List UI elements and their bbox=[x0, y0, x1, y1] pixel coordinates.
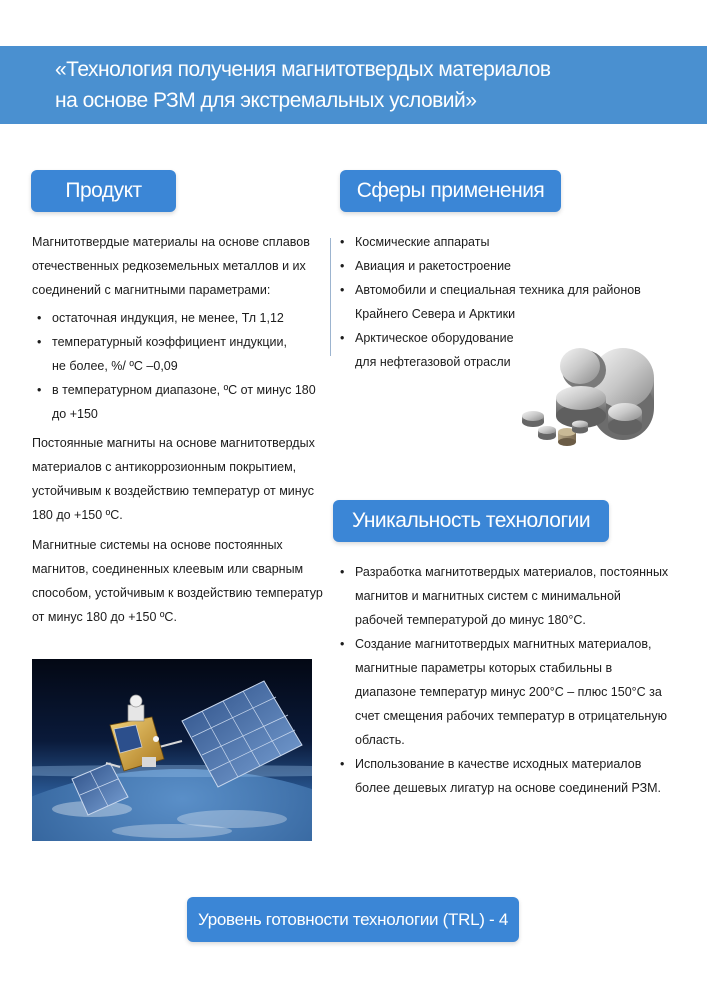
product-intro bbox=[32, 230, 310, 302]
list-item-line: • Космические аппараты bbox=[355, 235, 490, 249]
product-intro-line: Магнитотвердые материалы на основе сплавов bbox=[32, 235, 310, 249]
list-item-line: диапазоне температур минус 200°С – плюс 150°С за bbox=[355, 685, 662, 699]
list-item-line: магнитов и магнитных систем с минимальной bbox=[355, 589, 621, 603]
page-title-line-1: «Технология получения магнитотвердых материалов bbox=[55, 58, 551, 81]
uniqueness-list bbox=[335, 560, 668, 800]
list-item-line: • в температурном диапазоне, ºС от минус 180 bbox=[52, 383, 316, 397]
list-item-line: магнитные параметры которых стабильны в bbox=[355, 661, 613, 675]
paragraph-line: магнитов, соединенных клеевым или сварным bbox=[32, 562, 304, 576]
magnets-photo bbox=[510, 340, 670, 460]
list-item bbox=[32, 330, 316, 378]
applications-divider bbox=[330, 238, 331, 356]
list-item-line: • Использование в качестве исходных материалов bbox=[355, 757, 642, 771]
trl-badge: Уровень готовности технологии (TRL) - 4 bbox=[187, 897, 519, 942]
list-item-line: • Авиация и ракетостроение bbox=[355, 259, 512, 273]
list-item-line: • Арктическое оборудование bbox=[355, 331, 514, 345]
product-intro-line: отечественных редкоземельных металлов и их bbox=[32, 259, 306, 273]
list-item-line: • остаточная индукция, не менее, Тл 1,12 bbox=[52, 311, 284, 325]
list-item bbox=[335, 230, 641, 254]
list-item-line: • температурный коэффициент индукции, bbox=[52, 335, 287, 349]
list-item bbox=[32, 378, 316, 426]
paragraph-line: 180 до +150 ºС. bbox=[32, 508, 123, 522]
list-item-line: до +150 bbox=[52, 407, 98, 421]
product-paragraph-magnets bbox=[32, 431, 315, 527]
page-title-line-2: на основе РЗМ для экстремальных условий» bbox=[55, 89, 477, 112]
paragraph-line: устойчивым к воздействию температур от минус bbox=[32, 484, 315, 498]
list-item-line: Крайнего Севера и Арктики bbox=[355, 307, 516, 321]
list-item-line: рабочей температурой до минус 180°С. bbox=[355, 613, 586, 627]
list-item bbox=[335, 752, 668, 800]
list-item-line: не более, %/ ºС –0,09 bbox=[52, 359, 178, 373]
paragraph-line: от минус 180 до +150 ºС. bbox=[32, 610, 177, 624]
list-item bbox=[335, 560, 668, 632]
list-item-line: • Разработка магнитотвердых материалов, постоянных bbox=[355, 565, 669, 579]
paragraph-line: способом, устойчивым к воздействию температур bbox=[32, 586, 323, 600]
paragraph-line: материалов с антикоррозионным покрытием, bbox=[32, 460, 297, 474]
list-item bbox=[32, 306, 316, 330]
satellite-photo bbox=[32, 659, 312, 841]
list-item-line: для нефтегазовой отрасли bbox=[355, 355, 511, 369]
list-item-line: счет смещения рабочих температур в отрицательную bbox=[355, 709, 667, 723]
uniqueness-heading: Уникальность технологии bbox=[333, 500, 609, 542]
list-item-line: • Создание магнитотвердых магнитных материалов, bbox=[355, 637, 652, 651]
product-intro-line: соединений с магнитными параметрами: bbox=[32, 283, 271, 297]
product-paragraph-systems bbox=[32, 533, 323, 629]
list-item bbox=[335, 254, 641, 278]
product-params-list bbox=[32, 306, 316, 426]
paragraph-line: Магнитные системы на основе постоянных bbox=[32, 538, 283, 552]
paragraph-line: Постоянные магниты на основе магнитотвердых bbox=[32, 436, 315, 450]
list-item-line: более дешевых лигатур на основе соединений РЗМ. bbox=[355, 781, 662, 795]
list-item bbox=[335, 632, 668, 752]
list-item-line: область. bbox=[355, 733, 405, 747]
list-item-line: • Автомобили и специальная техника для районов bbox=[355, 283, 641, 297]
product-heading: Продукт bbox=[31, 170, 176, 212]
list-item bbox=[335, 278, 641, 326]
title-band bbox=[0, 46, 707, 124]
applications-heading: Сферы применения bbox=[340, 170, 561, 212]
